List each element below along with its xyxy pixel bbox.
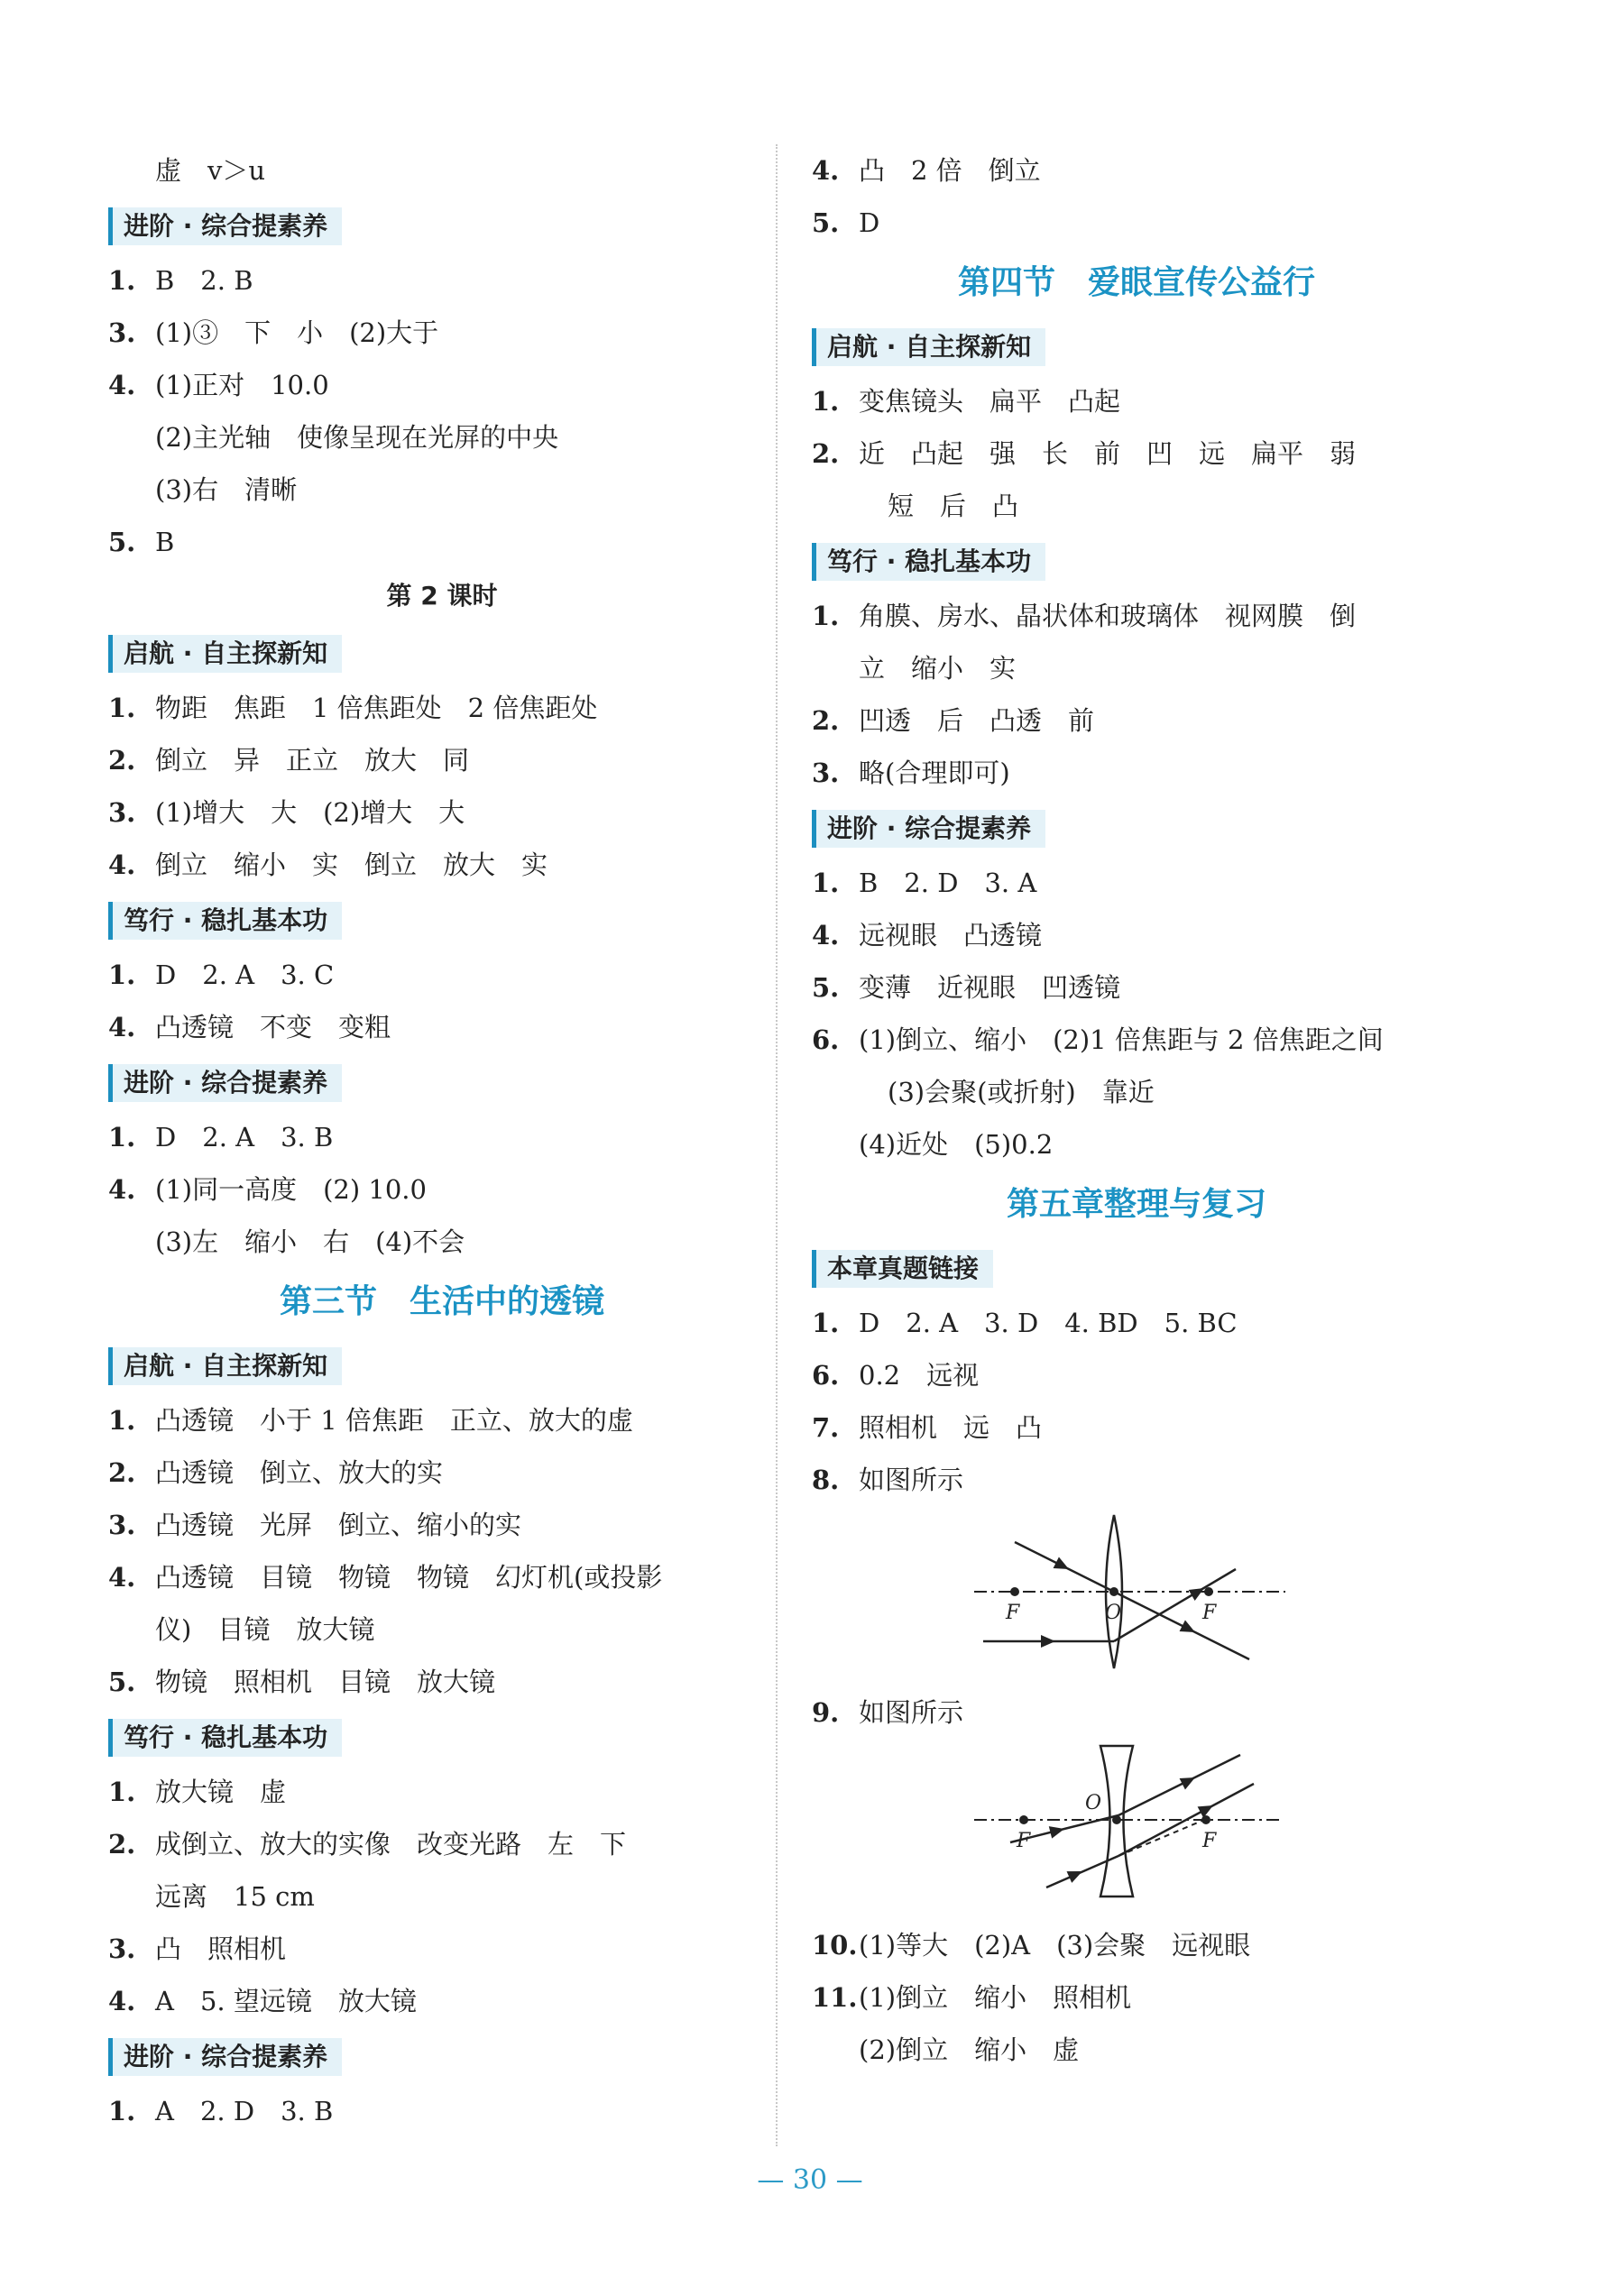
page-number: — 30 — bbox=[757, 2164, 863, 2196]
answer-text: 凸 照相机 bbox=[155, 1933, 287, 1964]
question-number: 1. bbox=[108, 2096, 136, 2126]
section-heading: 第四节 爱眼宣传公益行 bbox=[957, 264, 1315, 301]
answer-text: 略(合理即可) bbox=[859, 758, 1010, 788]
answer-text: D 2. A 3. B bbox=[155, 1122, 334, 1153]
answer-text: 凹透 后 凸透 前 bbox=[859, 705, 1095, 736]
answer-text: (4)近处 (5)0.2 bbox=[859, 1129, 1054, 1160]
answer-line bbox=[108, 1111, 776, 1163]
answer-text: 立 缩小 实 bbox=[859, 653, 1017, 684]
answer-line bbox=[108, 1163, 776, 1216]
subsection-title: 笃行 · 稳扎基本功 bbox=[108, 1719, 342, 1757]
subsection-tag bbox=[108, 1053, 776, 1111]
answer-line bbox=[108, 2085, 776, 2137]
answer-line bbox=[108, 359, 776, 411]
answer-line bbox=[812, 1401, 1461, 1454]
answer-line bbox=[812, 375, 1461, 427]
question-number: 2. bbox=[108, 1457, 136, 1488]
answer-line bbox=[812, 747, 1461, 799]
diagram-label: F bbox=[1202, 1602, 1217, 1624]
answer-line bbox=[108, 682, 776, 734]
answer-text: 放大镜 虚 bbox=[155, 1777, 287, 1807]
section-heading: 第三节 生活中的透镜 bbox=[279, 1283, 604, 1320]
question-number: 4. bbox=[812, 155, 840, 186]
subsection-tag bbox=[108, 891, 776, 949]
answer-text: 照相机 远 凸 bbox=[859, 1412, 1043, 1443]
answer-line bbox=[108, 1216, 776, 1268]
subsection-tag bbox=[108, 2027, 776, 2085]
answer-text: 倒立 异 正立 放大 同 bbox=[155, 745, 470, 776]
question-number: 10. bbox=[812, 1930, 858, 1961]
question-number: 3. bbox=[108, 1933, 136, 1964]
answer-line bbox=[108, 1001, 776, 1053]
question-number: 1. bbox=[812, 1308, 840, 1338]
answer-line bbox=[812, 480, 1461, 532]
answer-text: (2)主光轴 使像呈现在光屏的中央 bbox=[155, 422, 559, 453]
answer-line bbox=[812, 1919, 1461, 1971]
answer-line bbox=[108, 1818, 776, 1870]
answer-line bbox=[108, 1870, 776, 1923]
answer-text: 成倒立、放大的实像 改变光路 左 下 bbox=[155, 1829, 627, 1860]
answer-line bbox=[812, 427, 1461, 480]
answer-text: (3)会聚(或折射) 靠近 bbox=[888, 1077, 1155, 1107]
answer-line bbox=[108, 307, 776, 359]
answer-text: 0.2 远视 bbox=[859, 1360, 980, 1391]
answer-text: 凸透镜 目镜 物镜 物镜 幻灯机(或投影 bbox=[155, 1562, 663, 1593]
answer-line bbox=[108, 1975, 776, 2027]
question-number: 3. bbox=[108, 797, 136, 828]
answer-text: (1)同一高度 (2) 10.0 bbox=[155, 1174, 427, 1205]
question-number: 1. bbox=[108, 265, 136, 296]
answer-line bbox=[812, 197, 1461, 249]
light-ray bbox=[1046, 1856, 1118, 1887]
question-number: 5. bbox=[108, 527, 136, 557]
subsection-tag bbox=[108, 1336, 776, 1394]
optics-diagram bbox=[812, 1739, 1461, 1919]
answer-line bbox=[108, 1551, 776, 1603]
answer-line bbox=[812, 1454, 1461, 1506]
answer-line bbox=[108, 1923, 776, 1975]
answer-text: (1)倒立、缩小 (2)1 倍焦距与 2 倍焦距之间 bbox=[859, 1024, 1384, 1055]
axis-point bbox=[1204, 1587, 1213, 1596]
subsection-tag bbox=[108, 197, 776, 254]
answer-text: 变焦镜头 扁平 凸起 bbox=[859, 386, 1121, 417]
arrow-head bbox=[1041, 1635, 1055, 1648]
answer-text: 角膜、房水、晶状体和玻璃体 视网膜 倒 bbox=[859, 601, 1357, 631]
answer-text: 物镜 照相机 目镜 放大镜 bbox=[155, 1667, 496, 1697]
answer-line bbox=[812, 1066, 1461, 1118]
column-divider bbox=[776, 144, 778, 2146]
section-heading: 第五章整理与复习 bbox=[1006, 1186, 1266, 1223]
convex-lens-diagram bbox=[970, 1506, 1294, 1677]
answer-line bbox=[108, 949, 776, 1001]
answer-text: (1)等大 (2)A (3)会聚 远视眼 bbox=[859, 1930, 1251, 1961]
question-number: 4. bbox=[108, 850, 136, 880]
axis-point bbox=[1109, 1587, 1118, 1596]
answer-text: 如图所示 bbox=[859, 1697, 964, 1728]
answer-line bbox=[812, 590, 1461, 642]
right-column bbox=[812, 144, 1461, 2076]
question-number: 9. bbox=[812, 1697, 840, 1728]
answer-line bbox=[108, 839, 776, 891]
answer-text: 倒立 缩小 实 倒立 放大 实 bbox=[155, 850, 548, 880]
diagram-label: F bbox=[1017, 1830, 1031, 1852]
axis-point bbox=[1019, 1815, 1028, 1824]
answer-line bbox=[108, 1446, 776, 1499]
question-number: 2. bbox=[108, 745, 136, 776]
question-number: 5. bbox=[108, 1667, 136, 1697]
question-number: 1. bbox=[108, 693, 136, 723]
answer-line bbox=[812, 909, 1461, 961]
answer-text: D bbox=[859, 207, 880, 238]
question-number: 3. bbox=[812, 758, 840, 788]
question-number: 5. bbox=[812, 207, 840, 238]
answer-text: 远视眼 凸透镜 bbox=[859, 920, 1043, 951]
answer-text: 物距 焦距 1 倍焦距处 2 倍焦距处 bbox=[155, 693, 598, 723]
subsection-tag bbox=[812, 1239, 1461, 1297]
answer-line bbox=[812, 642, 1461, 694]
answer-text: 远离 15 cm bbox=[155, 1881, 315, 1912]
answer-text: 虚 v＞u bbox=[155, 155, 266, 186]
axis-point bbox=[1010, 1587, 1019, 1596]
subsection-title: 启航 · 自主探新知 bbox=[812, 328, 1045, 366]
answer-text: 凸透镜 倒立、放大的实 bbox=[155, 1457, 444, 1488]
diagram-label: F bbox=[1202, 1830, 1217, 1852]
subsection-tag bbox=[812, 317, 1461, 375]
answer-line bbox=[812, 1118, 1461, 1171]
subsection-title: 进阶 · 综合提素养 bbox=[108, 207, 342, 245]
subsection-title: 进阶 · 综合提素养 bbox=[108, 1064, 342, 1102]
answer-text: 短 后 凸 bbox=[888, 491, 1019, 521]
question-number: 1. bbox=[812, 868, 840, 898]
diagram-label: O bbox=[1085, 1792, 1102, 1814]
answer-text: (1)正对 10.0 bbox=[155, 370, 329, 400]
diagram-label: O bbox=[1105, 1602, 1122, 1624]
answer-line bbox=[108, 734, 776, 786]
answer-text: 如图所示 bbox=[859, 1465, 964, 1495]
answer-text: A 5. 望远镜 放大镜 bbox=[155, 1986, 417, 2016]
answer-line bbox=[108, 144, 776, 197]
diagram-label: F bbox=[1006, 1602, 1020, 1624]
light-ray bbox=[1118, 1755, 1240, 1815]
question-number: 5. bbox=[812, 972, 840, 1003]
subsection-tag bbox=[108, 624, 776, 682]
answer-text: (1)③ 下 小 (2)大于 bbox=[155, 317, 439, 348]
concave-lens-diagram bbox=[970, 1739, 1294, 1910]
question-number: 2. bbox=[812, 705, 840, 736]
answer-text: 凸透镜 小于 1 倍焦距 正立、放大的虚 bbox=[155, 1405, 633, 1436]
question-number: 1. bbox=[812, 601, 840, 631]
question-number: 4. bbox=[108, 1986, 136, 2016]
question-number: 6. bbox=[812, 1024, 840, 1055]
question-number: 3. bbox=[108, 1510, 136, 1540]
lesson-heading: 第 2 课时 bbox=[386, 581, 498, 611]
arrow-head bbox=[1049, 1826, 1064, 1839]
axis-point bbox=[1112, 1815, 1121, 1824]
answer-line bbox=[108, 1394, 776, 1446]
subsection-tag bbox=[812, 799, 1461, 857]
question-number: 1. bbox=[108, 1777, 136, 1807]
light-ray bbox=[1114, 1569, 1236, 1641]
answer-line bbox=[812, 144, 1461, 197]
question-number: 4. bbox=[108, 1174, 136, 1205]
subsection-title: 进阶 · 综合提素养 bbox=[108, 2038, 342, 2076]
optics-diagram bbox=[812, 1506, 1461, 1686]
question-number: 4. bbox=[108, 1012, 136, 1042]
answer-text: D 2. A 3. D 4. BD 5. BC bbox=[859, 1308, 1238, 1338]
answer-text: 近 凸起 强 长 前 凹 远 扁平 弱 bbox=[859, 438, 1357, 469]
answer-line bbox=[812, 694, 1461, 747]
answer-text: B 2. B bbox=[155, 265, 253, 296]
answer-line bbox=[812, 1297, 1461, 1349]
subsection-title: 本章真题链接 bbox=[812, 1250, 993, 1288]
answer-line bbox=[108, 411, 776, 464]
answer-line bbox=[812, 961, 1461, 1014]
subsection-title: 笃行 · 稳扎基本功 bbox=[812, 543, 1045, 581]
subsection-tag bbox=[812, 532, 1461, 590]
answer-line bbox=[108, 1766, 776, 1818]
answer-line bbox=[108, 1499, 776, 1551]
answer-line bbox=[812, 1349, 1461, 1401]
answer-line bbox=[108, 254, 776, 307]
axis-point bbox=[1201, 1815, 1210, 1824]
answer-line bbox=[812, 1014, 1461, 1066]
answer-line bbox=[108, 786, 776, 839]
question-number: 6. bbox=[812, 1360, 840, 1391]
answer-line bbox=[108, 1603, 776, 1656]
answer-text: (1)增大 大 (2)增大 大 bbox=[155, 797, 465, 828]
subsection-tag bbox=[108, 1708, 776, 1766]
question-number: 4. bbox=[108, 370, 136, 400]
question-number: 2. bbox=[108, 1829, 136, 1860]
answer-text: 凸 2 倍 倒立 bbox=[859, 155, 1041, 186]
subsection-title: 进阶 · 综合提素养 bbox=[812, 810, 1045, 848]
answer-line bbox=[108, 1656, 776, 1708]
question-number: 4. bbox=[812, 920, 840, 951]
answer-text: (3)右 清晰 bbox=[155, 474, 298, 505]
answer-line bbox=[108, 464, 776, 516]
answer-text: 仪) 目镜 放大镜 bbox=[155, 1614, 375, 1645]
question-number: 4. bbox=[108, 1562, 136, 1593]
question-number: 1. bbox=[812, 386, 840, 417]
left-column bbox=[108, 144, 776, 2137]
question-number: 8. bbox=[812, 1465, 840, 1495]
question-number: 2. bbox=[812, 438, 840, 469]
question-number: 11. bbox=[812, 1982, 858, 2013]
answer-line bbox=[812, 1686, 1461, 1739]
question-number: 1. bbox=[108, 1405, 136, 1436]
answer-text: 变薄 近视眼 凹透镜 bbox=[859, 972, 1121, 1003]
answer-text: 凸透镜 光屏 倒立、缩小的实 bbox=[155, 1510, 522, 1540]
answer-text: (1)倒立 缩小 照相机 bbox=[859, 1982, 1132, 2013]
extension-line bbox=[1118, 1820, 1204, 1856]
answer-text: B bbox=[155, 527, 175, 557]
question-number: 1. bbox=[108, 1122, 136, 1153]
answer-text: D 2. A 3. C bbox=[155, 960, 335, 990]
subsection-title: 启航 · 自主探新知 bbox=[108, 635, 342, 673]
question-number: 1. bbox=[108, 960, 136, 990]
answer-line bbox=[812, 857, 1461, 909]
answer-text: (2)倒立 缩小 虚 bbox=[859, 2034, 1080, 2065]
answer-text: 凸透镜 不变 变粗 bbox=[155, 1012, 391, 1042]
question-number: 3. bbox=[108, 317, 136, 348]
answer-line bbox=[812, 2024, 1461, 2076]
answer-line bbox=[108, 516, 776, 568]
subsection-title: 笃行 · 稳扎基本功 bbox=[108, 902, 342, 940]
answer-text: A 2. D 3. B bbox=[155, 2096, 334, 2126]
answer-line bbox=[812, 1971, 1461, 2024]
question-number: 7. bbox=[812, 1412, 840, 1443]
subsection-title: 启航 · 自主探新知 bbox=[108, 1347, 342, 1385]
answer-text: B 2. D 3. A bbox=[859, 868, 1037, 898]
answer-text: (3)左 缩小 右 (4)不会 bbox=[155, 1226, 465, 1257]
